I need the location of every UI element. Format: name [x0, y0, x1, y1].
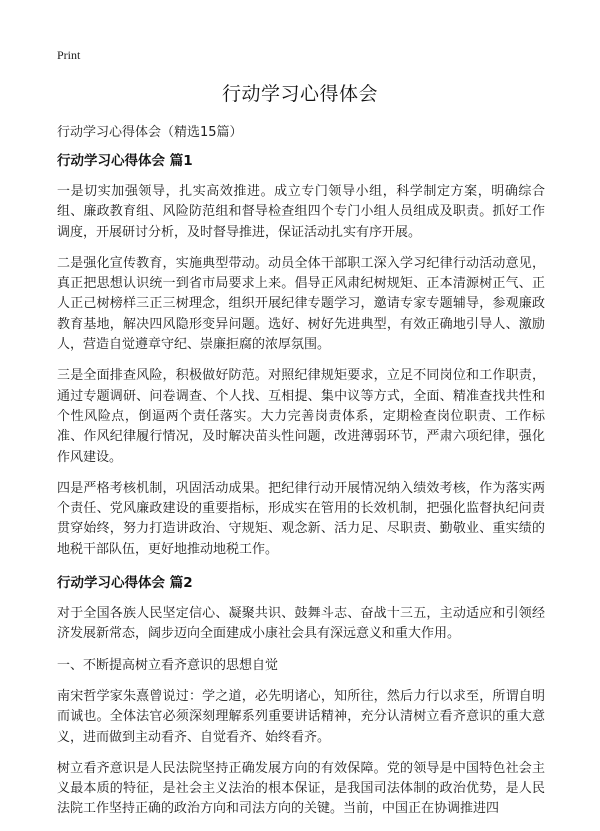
section-heading: 行动学习心得体会 篇2: [57, 575, 193, 592]
paragraph: 四是严格考核机制，巩固活动成果。把纪律行动开展情况纳入绩效考核，作为落实两个责任、党风廉政建设的重要指标，形成实在管用的长效机制，把强化监督执纪问责贯穿始终，努力打造讲政治、守规矩、观念新、活力足、尽职责、勤敬业、重实绩的地税干部队伍，更好地推动地税工作。: [57, 480, 545, 557]
page-title: 行动学习心得体会: [221, 83, 378, 105]
article-body: [57, 151, 545, 831]
paragraph: 一、不断提高树立看齐意识的思想自觉: [57, 657, 279, 673]
section-2: [57, 573, 545, 820]
paragraph: 南宋哲学家朱熹曾说过：学之道，必先明诸心，知所往，然后力行以求至，所谓自明而诚也。全体法官必须深刻理解系列重要讲话精神，充分认清树立看齐意识的重大意义，进而做到主动看齐、自觉看齐、始终看齐。: [57, 688, 545, 745]
paragraph: 三是全面排查风险，积极做好防范。对照纪律规矩要求，立足不同岗位和工作职责，通过专题调研、问卷调查、个人找、互相提、集中议等方式，全面、精准查找共性和个性风险点，倒逼两个责任落实。大力完善岗责体系，定期检查岗位职责、工作标准、作风纪律履行情况，及时解决苗头性问题，改进薄弱环节，严肃六项纪律，强化作风建设。: [57, 368, 545, 465]
section-1: [57, 151, 545, 560]
print-link[interactable]: Print: [57, 48, 81, 62]
paragraph: 对于全国各族人民坚定信心、凝聚共识、鼓舞斗志、奋战十三五，主动适应和引领经济发展新常态，阔步迈向全面建成小康社会具有深远意义和重大作用。: [57, 606, 545, 642]
paragraph: 二是强化宣传教育，实施典型带动。动员全体干部职工深入学习纪律行动活动意见，真正把思想认识统一到省市局要求上来。倡导正风肃纪树规矩、正本清源树正气、正人正己树榜样三正三树理念，组织开展纪律专题学习，邀请专家专题辅导，参观廉政教育基地，解决四风隐形变异问题。选好、树好先进典型，有效正确地引导人、激励人，营造自觉遵章守纪、崇廉拒腐的浓厚氛围。: [57, 255, 545, 353]
document-subtitle: 行动学习心得体会（精选15篇）: [57, 125, 243, 140]
section-heading: 行动学习心得体会 篇1: [57, 153, 193, 169]
paragraph: 一是切实加强领导，扎实高效推进。成立专门领导小组，科学制定方案，明确综合组、廉政教育组、风险防范组和督导检查组四个专门小组人员组成及职责。抓好工作调度，开展研讨分析，及时督导推进，保证活动扎实有序开展。: [57, 184, 545, 240]
paragraph: 树立看齐意识是人民法院坚持正确发展方向的有效保障。党的领导是中国特色社会主义最本质的特征，是社会主义法治的根本保证，是我国司法体制的政治优势，是人民法院工作坚持正确的政治方向和司法方向的关键。当前，中国正在协调推进四: [57, 760, 545, 817]
